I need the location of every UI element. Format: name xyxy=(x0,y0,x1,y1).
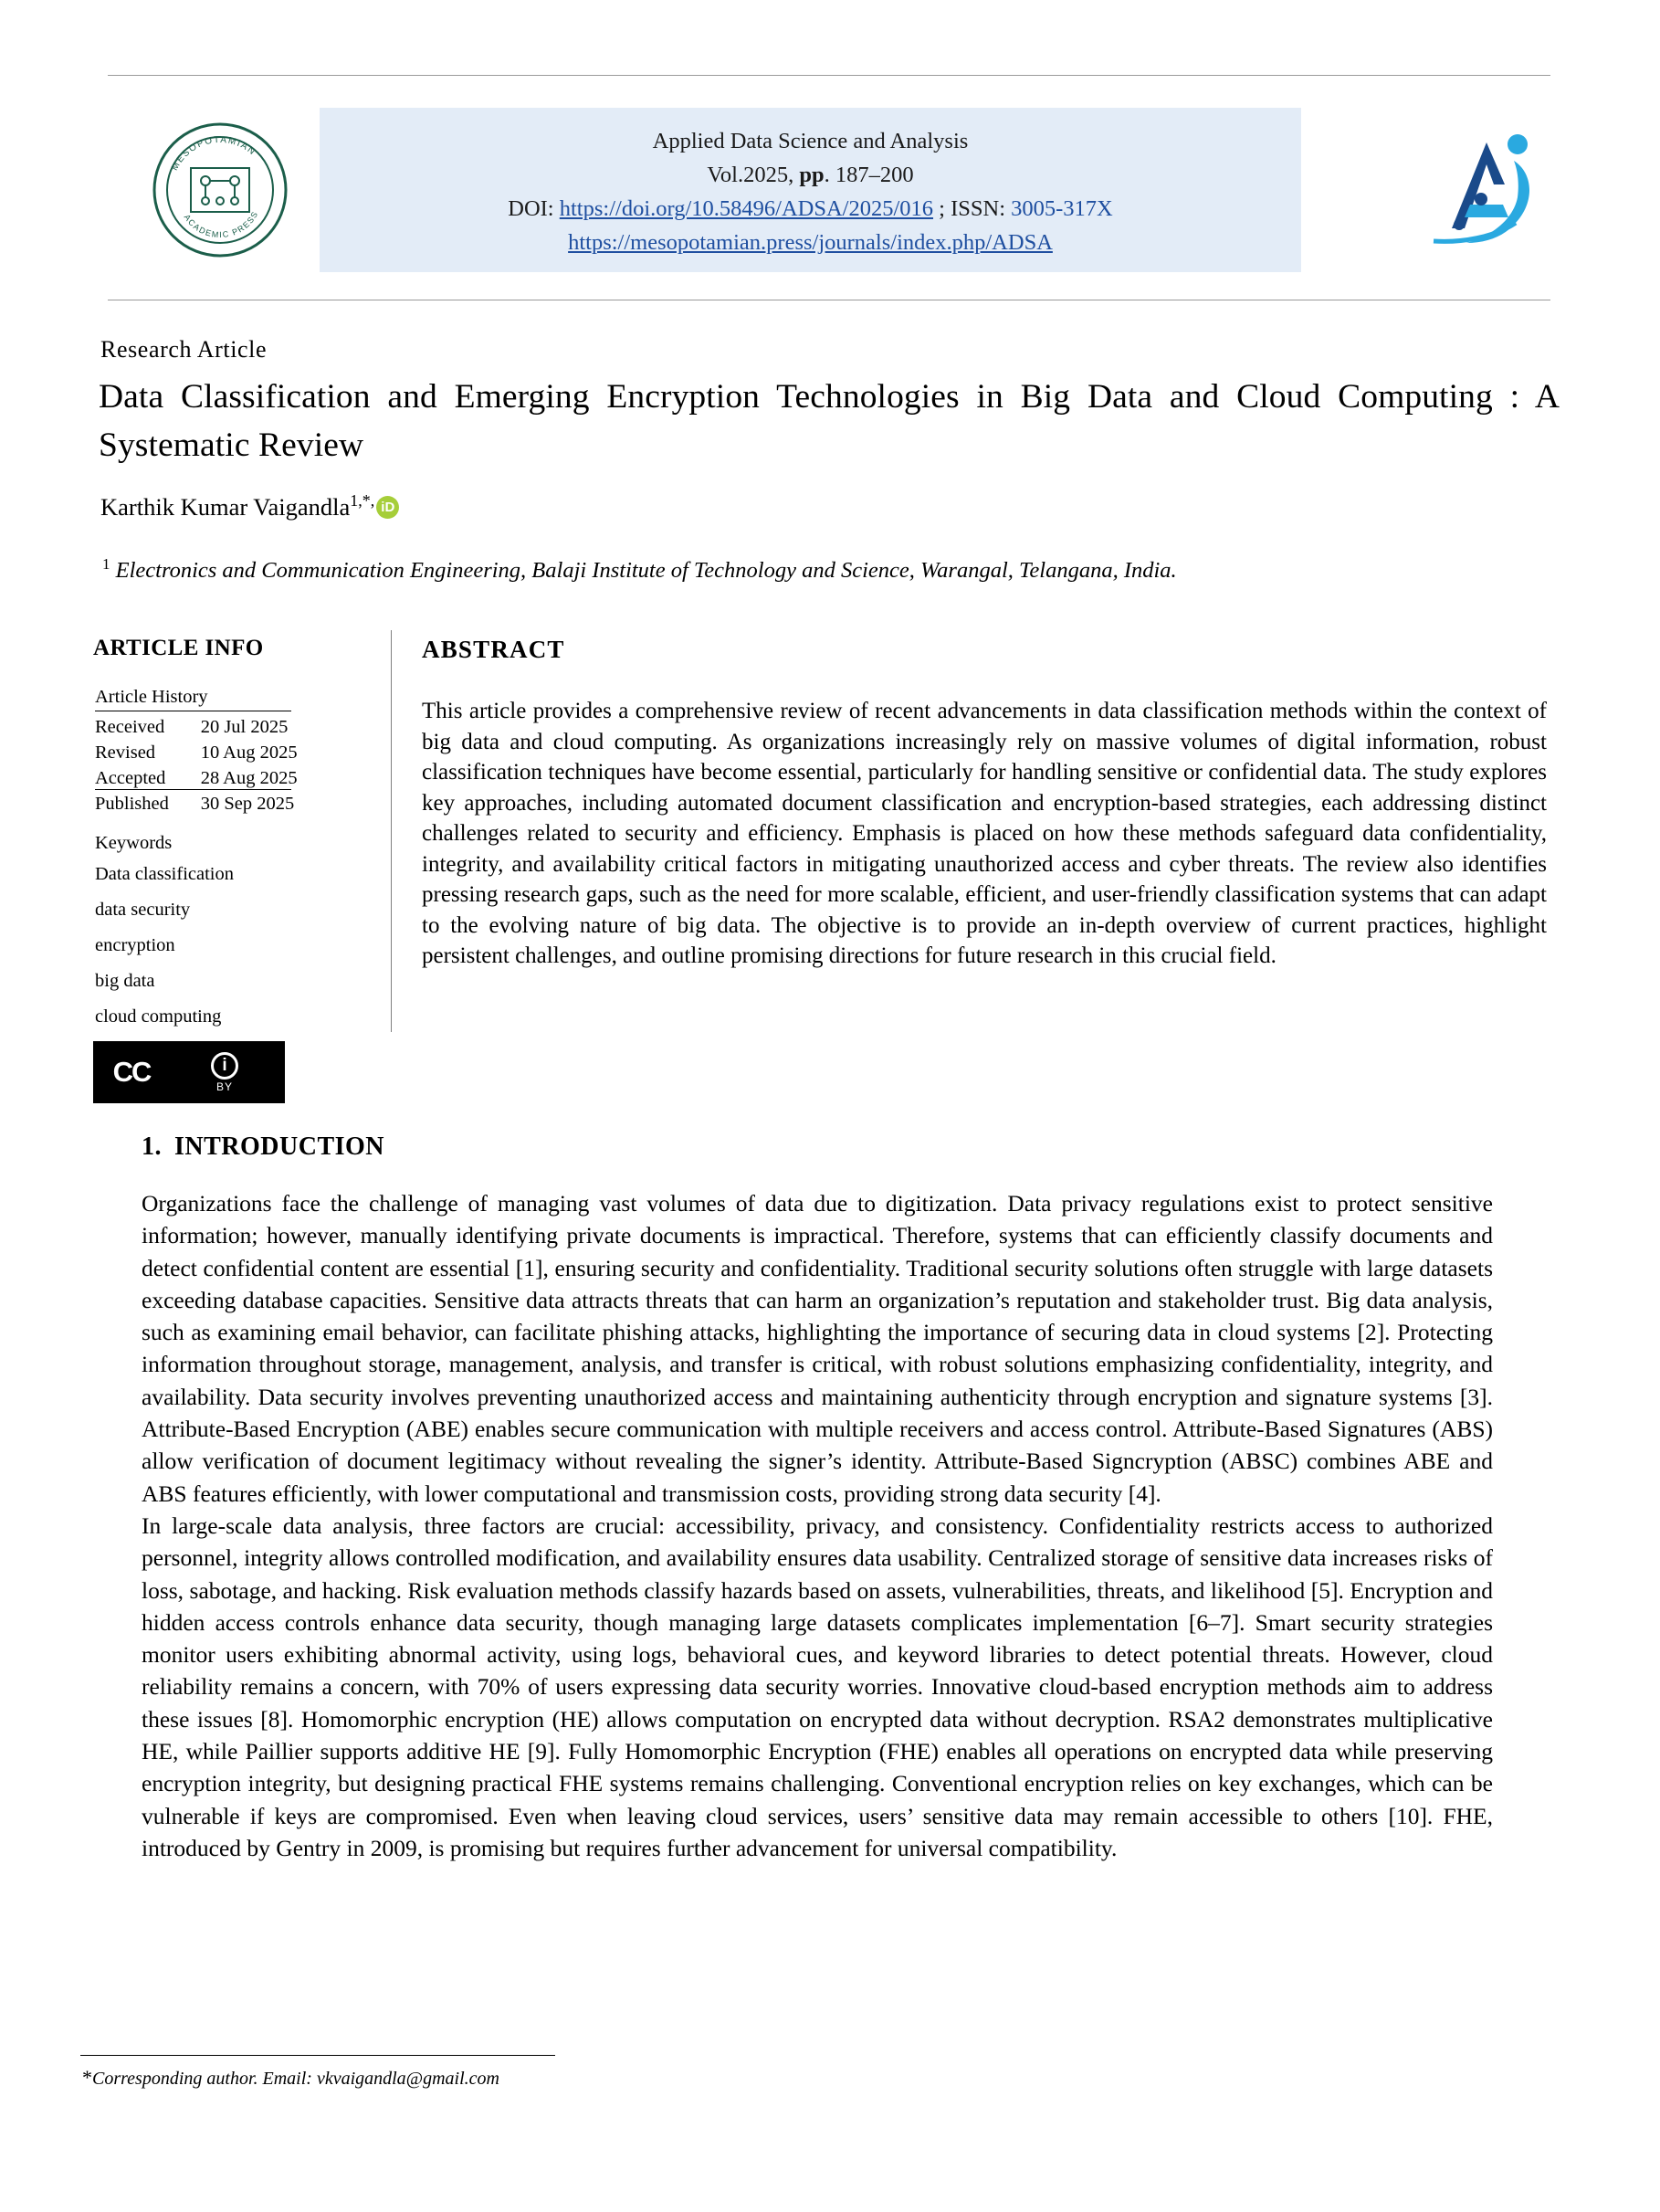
footnote-text: Corresponding author. Email: vkvaigandla@gmail.com xyxy=(92,2069,499,2089)
keywords-title: Keywords xyxy=(95,833,173,853)
abstract-text: This article provides a comprehensive review of recent advancements in data classification methods within the context of big data and cloud computing. As organizations increasingly rely on massive volumes of digital information, robust classification techniques have become essential, particularly for handling sensitive or confidential data. The study explores key approaches, including automated document classification and encryption-based strategies, each addressing distinct challenges related to security and efficiency. Emphasis is placed on how these methods safeguard data confidentiality, integrity, and availability critical factors in mitigating unauthorized access and cyber threats. The review also identifies pressing research gaps, such as the need for more scalable, efficient, and user-friendly classification systems that can adapt to the evolving nature of big data. The objective is to provide an in-depth overview of current practices, highlight persistent challenges, and outline promising directions for future research in this crucial field. xyxy=(422,699,1547,968)
section-number: 1. xyxy=(142,1132,162,1161)
abstract-heading: ABSTRACT xyxy=(422,636,565,663)
keywords-list xyxy=(95,864,234,1042)
paragraph: In large-scale data analysis, three factors are crucial: accessibility, privacy, and consistency. Confidentiality restricts access to authorized personnel, integrity allows controlled modification, and availability ensures data usability. Centralized storage of sensitive data increases risks of loss, sabotage, and hacking. Risk evaluation methods classify hazards based on assets, vulnerabilities, threats, and likelihood [5]. Encryption and hidden access controls enhance data security, though managing large datasets complicates implementation [6–7]. Smart security strategies monitor users exhibiting abnormal activity, using logs, behavioral cues, and keyword libraries to detect potential threats. However, cloud reliability remains a concern, with 70% of users expressing data security worries. Innovative cloud-based encryption methods aim to address these issues [8]. Homomorphic encryption (HE) allows computation on encrypted data without decryption. RSA2 demonstrates multiplicative HE, while Paillier supports additive HE [9]. Fully Homomorphic Encryption (FHE) enables all operations on encrypted data while preserving encryption integrity, but designing practical FHE systems remains challenging. Conventional encryption relies on key exchanges, which can be vulnerable if keys are compromised. Even when leaving cloud services, users’ sensitive data may remain accessible to others [10]. FHE, introduced by Gentry in 2009, is promising but requires further advancement for universal compatibility. xyxy=(142,1512,1493,1861)
section-body xyxy=(142,1187,1493,1864)
author-name: Karthik Kumar Vaigandla xyxy=(100,492,351,521)
footnote-rule xyxy=(80,2055,555,2056)
article-type: Research Article xyxy=(100,336,268,363)
affiliation-marker: 1 xyxy=(102,555,110,573)
history-label: Revised xyxy=(95,742,156,763)
svg-text:MESOPOTAMIAN: MESOPOTAMIAN xyxy=(170,134,258,173)
author-list xyxy=(100,491,399,521)
list-item: encryption xyxy=(95,935,175,955)
history-value: 20 Jul 2025 xyxy=(200,716,289,737)
paragraph: Organizations face the challenge of managing vast volumes of data due to digitization. Data privacy regulations exist to protect sensitive information; however, manually identifying private documents is impractical. Therefore, systems that can efficiently classify documents and detect confidential content are essential [1], ensuring security and confidentiality. Traditional security solutions often struggle with large datasets exceeding database capacities. Sensitive data attracts threats that can harm an organization’s reputation and stakeholder trust. Big data analysis, such as examining email behavior, can facilitate phishing attacks, highlighting the importance of securing data in cloud systems [2]. Protecting information throughout storage, management, analysis, and transfer is critical, with robust solutions emphasizing confidentiality, integrity, and availability. Data security involves preventing unauthorized access and maintaining authenticity through encryption and signature systems [3]. Attribute-Based Encryption (ABE) enables secure communication with multiple receivers and access control. Attribute-Based Signatures (ABS) allow verification of document legitimacy without revealing the signer’s identity. Attribute-Based Signcryption (ABSC) combines ABE and ABS features efficiently, with lower computational and transmission costs, providing strong data security [4]. xyxy=(142,1190,1493,1507)
cc-person-icon: i xyxy=(211,1052,238,1080)
header-rule-top xyxy=(108,75,1550,76)
table-row xyxy=(95,714,323,740)
list-item: cloud computing xyxy=(95,1006,222,1027)
journal-name: Applied Data Science and Analysis xyxy=(652,129,969,153)
journal-header-box xyxy=(320,108,1301,272)
issn-label: ; ISSN: xyxy=(933,196,1012,221)
svg-text:ACADEMIC PRESS: ACADEMIC PRESS xyxy=(182,209,260,240)
journal-logo-icon xyxy=(1406,121,1552,258)
doi-link[interactable]: https://doi.org/10.58496/ADSA/2025/016 xyxy=(559,196,934,221)
table-row xyxy=(95,765,323,791)
article-history-title: Article History xyxy=(95,687,208,707)
volume-prefix: Vol.2025, xyxy=(707,163,800,187)
footnote-marker: * xyxy=(82,2066,92,2089)
issn-value: 3005-317X xyxy=(1011,196,1113,221)
author-affil-marker: 1,*, xyxy=(350,491,375,510)
table-row xyxy=(95,791,323,816)
history-value: 10 Aug 2025 xyxy=(200,742,298,763)
publisher-logo-icon xyxy=(151,121,289,259)
cc-by-icon xyxy=(167,1044,282,1101)
cc-by-label: BY xyxy=(215,1080,233,1093)
history-value: 28 Aug 2025 xyxy=(200,767,298,788)
list-item: Data classification xyxy=(95,864,234,884)
pp-label: pp xyxy=(799,163,825,187)
affiliation xyxy=(102,555,1177,584)
history-label: Published xyxy=(95,793,169,814)
history-label: Accepted xyxy=(95,767,166,788)
article-info-heading: ARTICLE INFO xyxy=(93,636,264,660)
section-heading xyxy=(142,1132,384,1162)
affiliation-text: Electronics and Communication Engineering, Balaji Institute of Technology and Science, Warangal, Telangana, India. xyxy=(115,558,1177,584)
history-value: 30 Sep 2025 xyxy=(200,793,295,814)
footnote xyxy=(82,2066,499,2090)
journal-url-line xyxy=(320,226,1301,259)
journal-url-link[interactable]: https://mesopotamian.press/journals/index.php/ADSA xyxy=(568,230,1053,255)
list-item: big data xyxy=(95,971,155,991)
article-history-table xyxy=(95,714,323,816)
history-label: Received xyxy=(95,716,165,737)
page-range: . 187–200 xyxy=(824,163,914,187)
doi-line xyxy=(320,192,1301,226)
history-rule-bottom xyxy=(95,789,291,790)
journal-volume-line xyxy=(320,158,1301,192)
doi-label: DOI: xyxy=(508,196,560,221)
list-item: data security xyxy=(95,900,191,920)
cc-icon: CC xyxy=(96,1044,167,1101)
column-divider xyxy=(391,630,392,1032)
orcid-icon[interactable]: iD xyxy=(376,496,399,519)
section-title: INTRODUCTION xyxy=(174,1132,385,1161)
table-row xyxy=(95,740,323,765)
page-title: Data Classification and Emerging Encryption Technologies in Big Data and Cloud Computing : A Systematic Review xyxy=(99,378,1560,464)
creative-commons-badge[interactable] xyxy=(93,1041,285,1103)
